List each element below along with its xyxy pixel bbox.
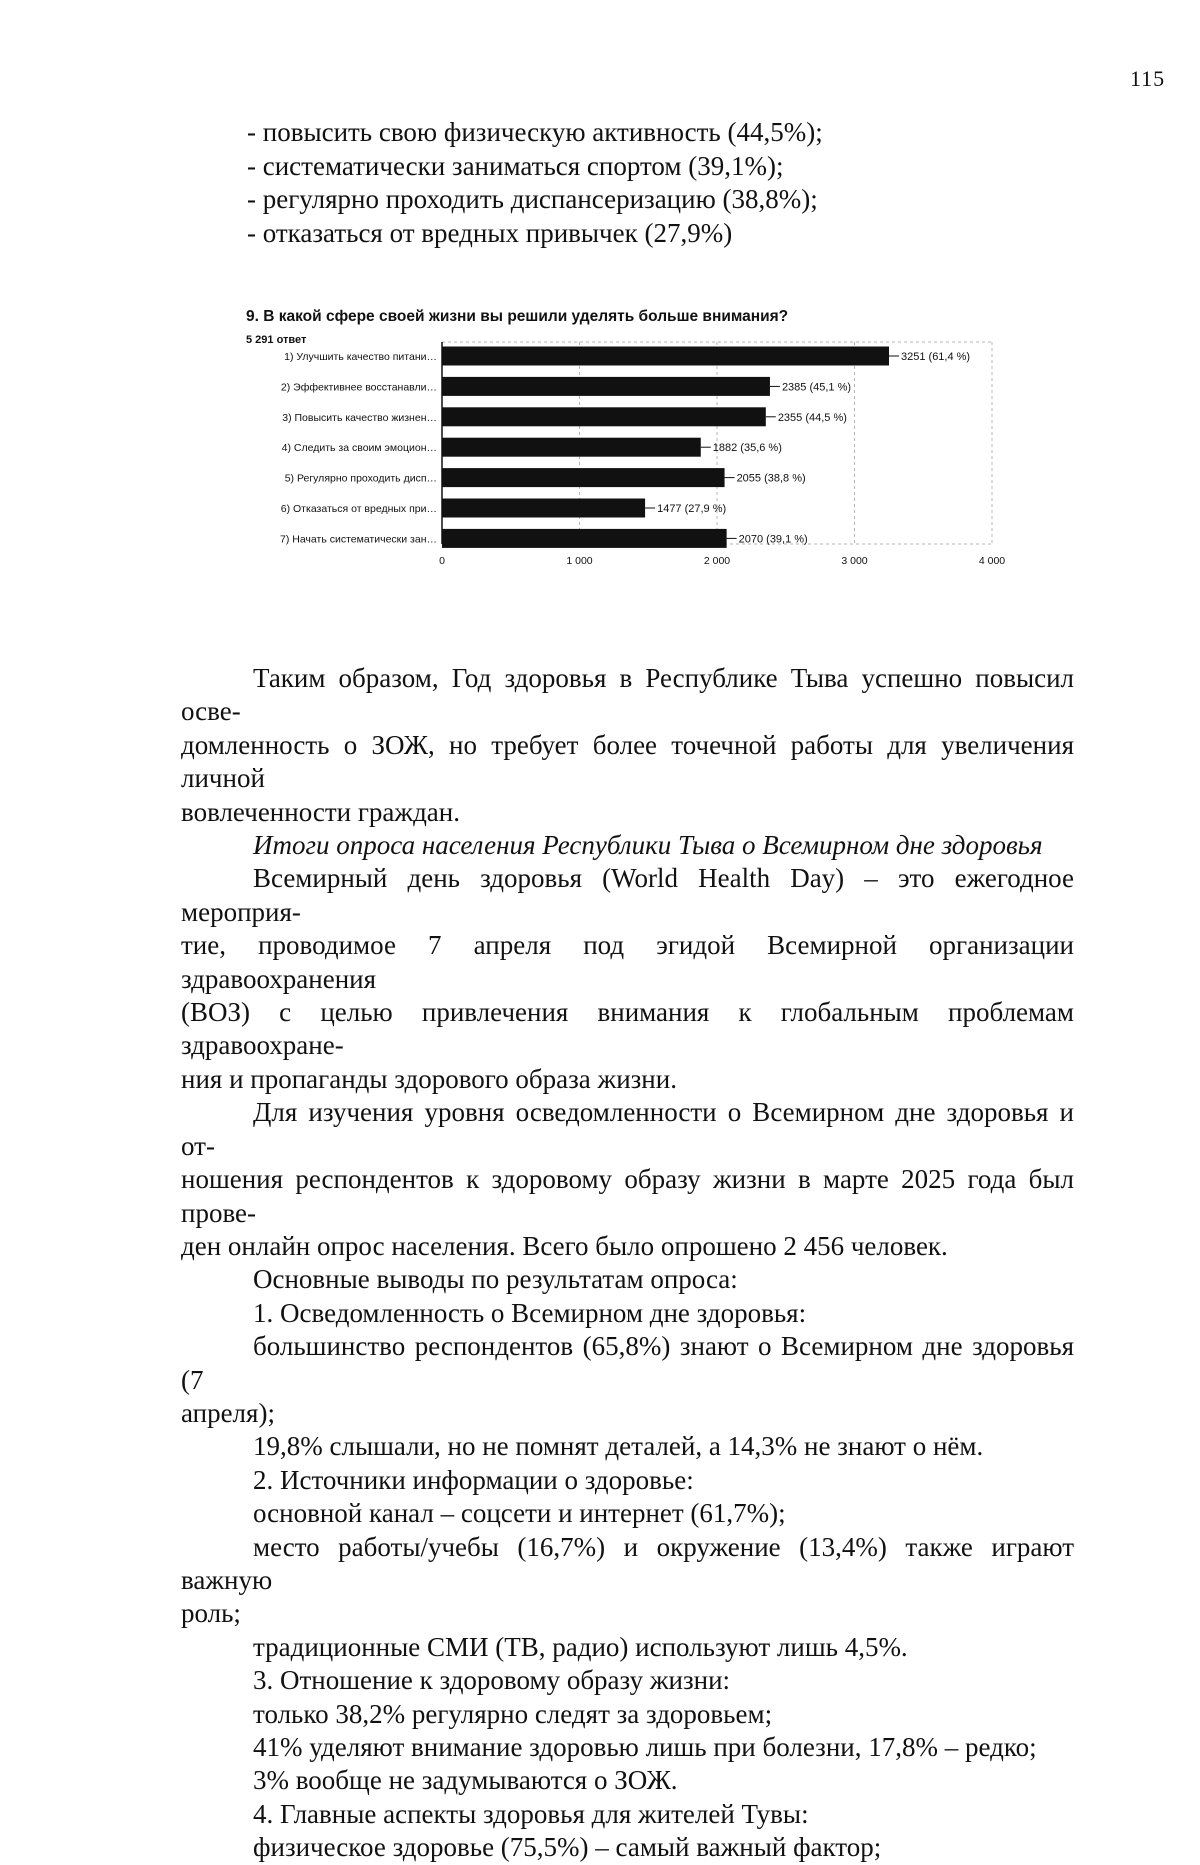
- chart-title: 9. В какой сфере своей жизни вы решили уделять больше внимания?: [246, 308, 789, 325]
- finding-heading-4: 4. Главные аспекты здоровья для жителей Тувы:: [253, 1798, 809, 1829]
- paragraph-findings: Основные выводы по результатам опроса:: [253, 1264, 738, 1295]
- category-label: 7) Начать систематически зан…: [279, 533, 437, 546]
- chart-bar: [442, 407, 766, 426]
- finding-item: 41% уделяют внимание здоровью лишь при болезни, 17,8% – редко;: [253, 1732, 1037, 1762]
- paragraph-conclusion: Таким образом, Год здоровья в Республике Тыва успешно повысил осве-: [181, 663, 1074, 727]
- finding-item: 3% вообще не задумываются о ЗОЖ.: [253, 1765, 678, 1796]
- finding-item: место работы/учебы (16,7%) и окружение (13,4%) также играют важную: [181, 1531, 1074, 1595]
- body-text: [181, 662, 1074, 1865]
- data-label: 1882 (35,6 %): [712, 442, 782, 455]
- finding-item: основной канал – соцсети и интернет (61,7%);: [253, 1498, 786, 1529]
- paragraph-survey-cont: ношения респондентов к здоровому образу жизни в марте 2025 года был прове-: [181, 1164, 1074, 1228]
- data-label: 2055 (38,8 %): [736, 472, 806, 485]
- list-item: - повысить свою физическую активность (44,5%);: [247, 117, 823, 147]
- page-number: 115: [1130, 66, 1166, 91]
- paragraph-whd: Всемирный день здоровья (World Health Day) – это ежегодное мероприя-: [181, 863, 1074, 927]
- x-tick-label: 1 000: [566, 555, 593, 567]
- finding-item: 19,8% слышали, но не помнят деталей, а 14,3% не знают о нём.: [253, 1431, 984, 1462]
- x-tick-label: 4 000: [978, 555, 1006, 567]
- finding-item-end: апреля);: [181, 1397, 275, 1428]
- finding-item: только 38,2% регулярно следят за здоровьем;: [253, 1698, 773, 1729]
- paragraph-survey-end: ден онлайн опрос населения. Всего было опрошено 2 456 человек.: [181, 1230, 948, 1261]
- chart-bar: [442, 468, 725, 487]
- list-item: - систематически заниматься спортом (39,1%);: [247, 150, 784, 181]
- list-item: - регулярно проходить диспансеризацию (38,8%);: [247, 184, 818, 214]
- finding-item-end: роль;: [181, 1598, 241, 1629]
- category-label: 6) Отказаться от вредных при…: [280, 503, 437, 515]
- paragraph-conclusion-end: вовлеченности граждан.: [181, 796, 460, 827]
- finding-item: физическое здоровье (75,5%) – самый важный фактор;: [253, 1832, 882, 1863]
- x-tick-label: 3 000: [841, 555, 868, 567]
- chart-bar: [442, 438, 701, 457]
- category-label: 2) Эффективнее восстанавли…: [280, 381, 437, 394]
- data-label: 2355 (44,5 %): [777, 411, 847, 424]
- paragraph-survey: Для изучения уровня осведомленности о Всемирном дне здоровья и от-: [181, 1097, 1074, 1161]
- category-label: 1) Улучшить качество питани…: [284, 351, 437, 363]
- category-label: 5) Регулярно проходить дисп…: [284, 472, 437, 485]
- x-tick-label: 0: [439, 555, 445, 567]
- category-label: 3) Повысить качество жизнен…: [282, 411, 437, 424]
- finding-heading-1: 1. Осведомленность о Всемирном дне здоровья:: [253, 1297, 807, 1328]
- finding-item: традиционные СМИ (ТВ, радио) используют лишь 4,5%.: [253, 1631, 908, 1662]
- data-label: 3251 (61,4 %): [901, 351, 971, 363]
- finding-heading-2: 2. Источники информации о здоровье:: [253, 1464, 694, 1495]
- recommendations-list: [247, 116, 823, 250]
- category-label: 4) Следить за своим эмоцион…: [281, 442, 437, 455]
- paragraph-whd-end: ния и пропаганды здорового образа жизни.: [181, 1063, 677, 1094]
- finding-heading-3: 3. Отношение к здоровому образу жизни:: [253, 1665, 731, 1696]
- chart-bar: [442, 377, 770, 396]
- bar-chart-svg: [215, 300, 1065, 635]
- chart-bar: [442, 499, 645, 518]
- survey-chart: [215, 300, 1065, 635]
- paragraph-whd-cont: (ВОЗ) с целью привлечения внимания к глобальным проблемам здравоохране-: [181, 997, 1074, 1061]
- data-label: 2070 (39,1 %): [738, 533, 808, 546]
- x-tick-label: 2 000: [703, 555, 731, 567]
- section-heading: Итоги опроса населения Республики Тыва о Всемирном дне здоровья: [253, 830, 1043, 861]
- paragraph-conclusion-cont: домленность о ЗОЖ, но требует более точечной работы для увеличения личной: [181, 729, 1074, 794]
- chart-bar: [442, 347, 889, 366]
- list-item: - отказаться от вредных привычек (27,9%): [247, 217, 733, 248]
- data-label: 1477 (27,9 %): [657, 503, 727, 515]
- data-label: 2385 (45,1 %): [781, 381, 852, 394]
- paragraph-whd-cont: тие, проводимое 7 апреля под эгидой Всемирной организации здравоохранения: [181, 930, 1074, 994]
- finding-item: большинство респондентов (65,8%) знают о Всемирном дне здоровья (7: [181, 1331, 1074, 1395]
- chart-subtitle: 5 291 ответ: [246, 334, 307, 346]
- chart-bar: [442, 529, 727, 548]
